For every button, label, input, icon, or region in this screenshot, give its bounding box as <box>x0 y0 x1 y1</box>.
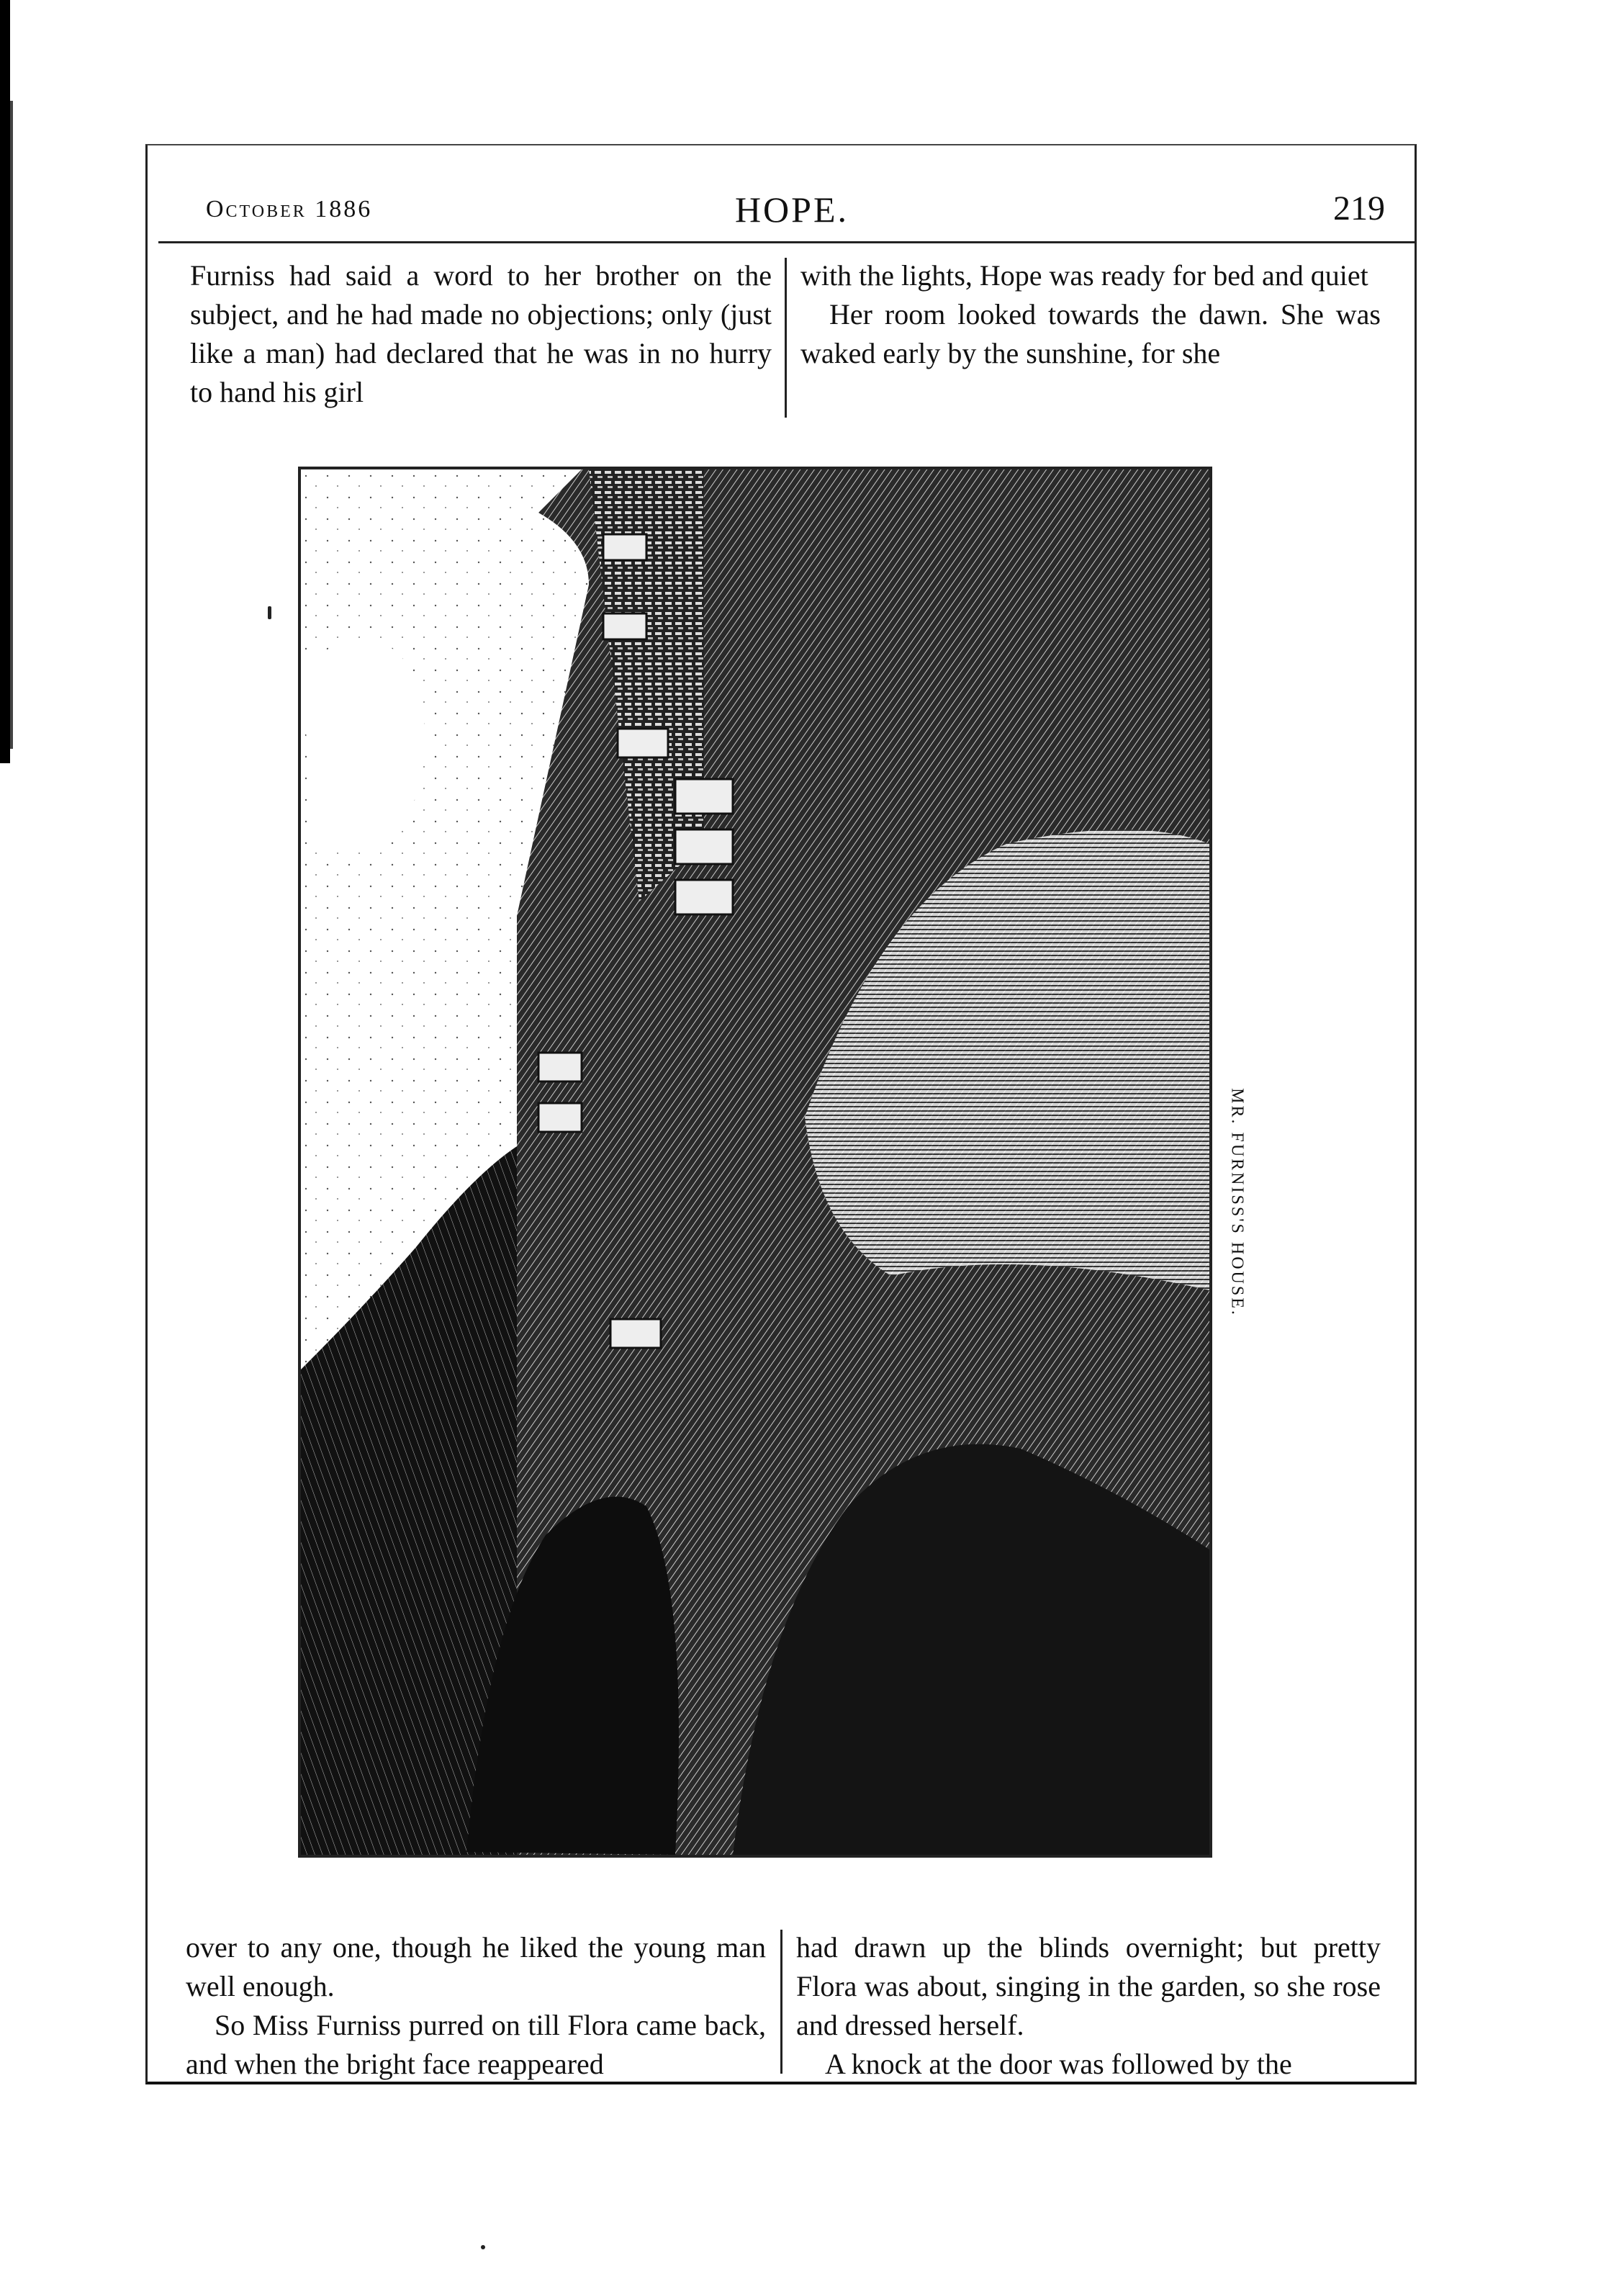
running-head-date: October 1886 <box>206 196 373 222</box>
scan-edge-bar <box>0 0 10 763</box>
running-head <box>194 179 1389 236</box>
running-head-title: HOPE. <box>734 189 849 230</box>
scan-speck <box>268 606 271 619</box>
column-top-right <box>800 256 1381 373</box>
paragraph: with the lights, Hope was ready for bed and quiet <box>800 259 1368 292</box>
column-bottom-right <box>796 1928 1381 2084</box>
column-top-left <box>190 256 772 412</box>
paragraph: A knock at the door was followed by the <box>825 2048 1292 2080</box>
paragraph: Her room looked towards the dawn. She was waked early by the sunshine, for she <box>800 298 1381 369</box>
illustration-caption <box>1215 1080 1258 1325</box>
paragraph: Furniss had said a word to her brother on the subject, and he had made no objections; only (just like a man) had declared that he was in no hurry to hand his girl <box>190 259 772 408</box>
column-divider-bottom <box>780 1930 782 2074</box>
engraving-image <box>301 469 1209 1855</box>
scan-edge-shadow <box>10 101 13 749</box>
paragraph: over to any one, though he liked the young man well enough. <box>186 1931 766 2002</box>
header-rule <box>158 241 1417 243</box>
paragraph: So Miss Furniss purred on till Flora came back, and when the bright face reappeared <box>186 2009 766 2080</box>
house-engraving <box>298 467 1212 1858</box>
column-divider-top <box>785 258 787 418</box>
scan-speck <box>481 2245 485 2249</box>
page-number: 219 <box>1333 189 1385 228</box>
paragraph: had drawn up the blinds overnight; but pretty Flora was about, singing in the garden, so she rose and dressed herself. <box>796 1931 1381 2041</box>
column-bottom-left <box>186 1928 766 2084</box>
caption-text: MR. FURNISS'S HOUSE. <box>1227 1088 1247 1317</box>
